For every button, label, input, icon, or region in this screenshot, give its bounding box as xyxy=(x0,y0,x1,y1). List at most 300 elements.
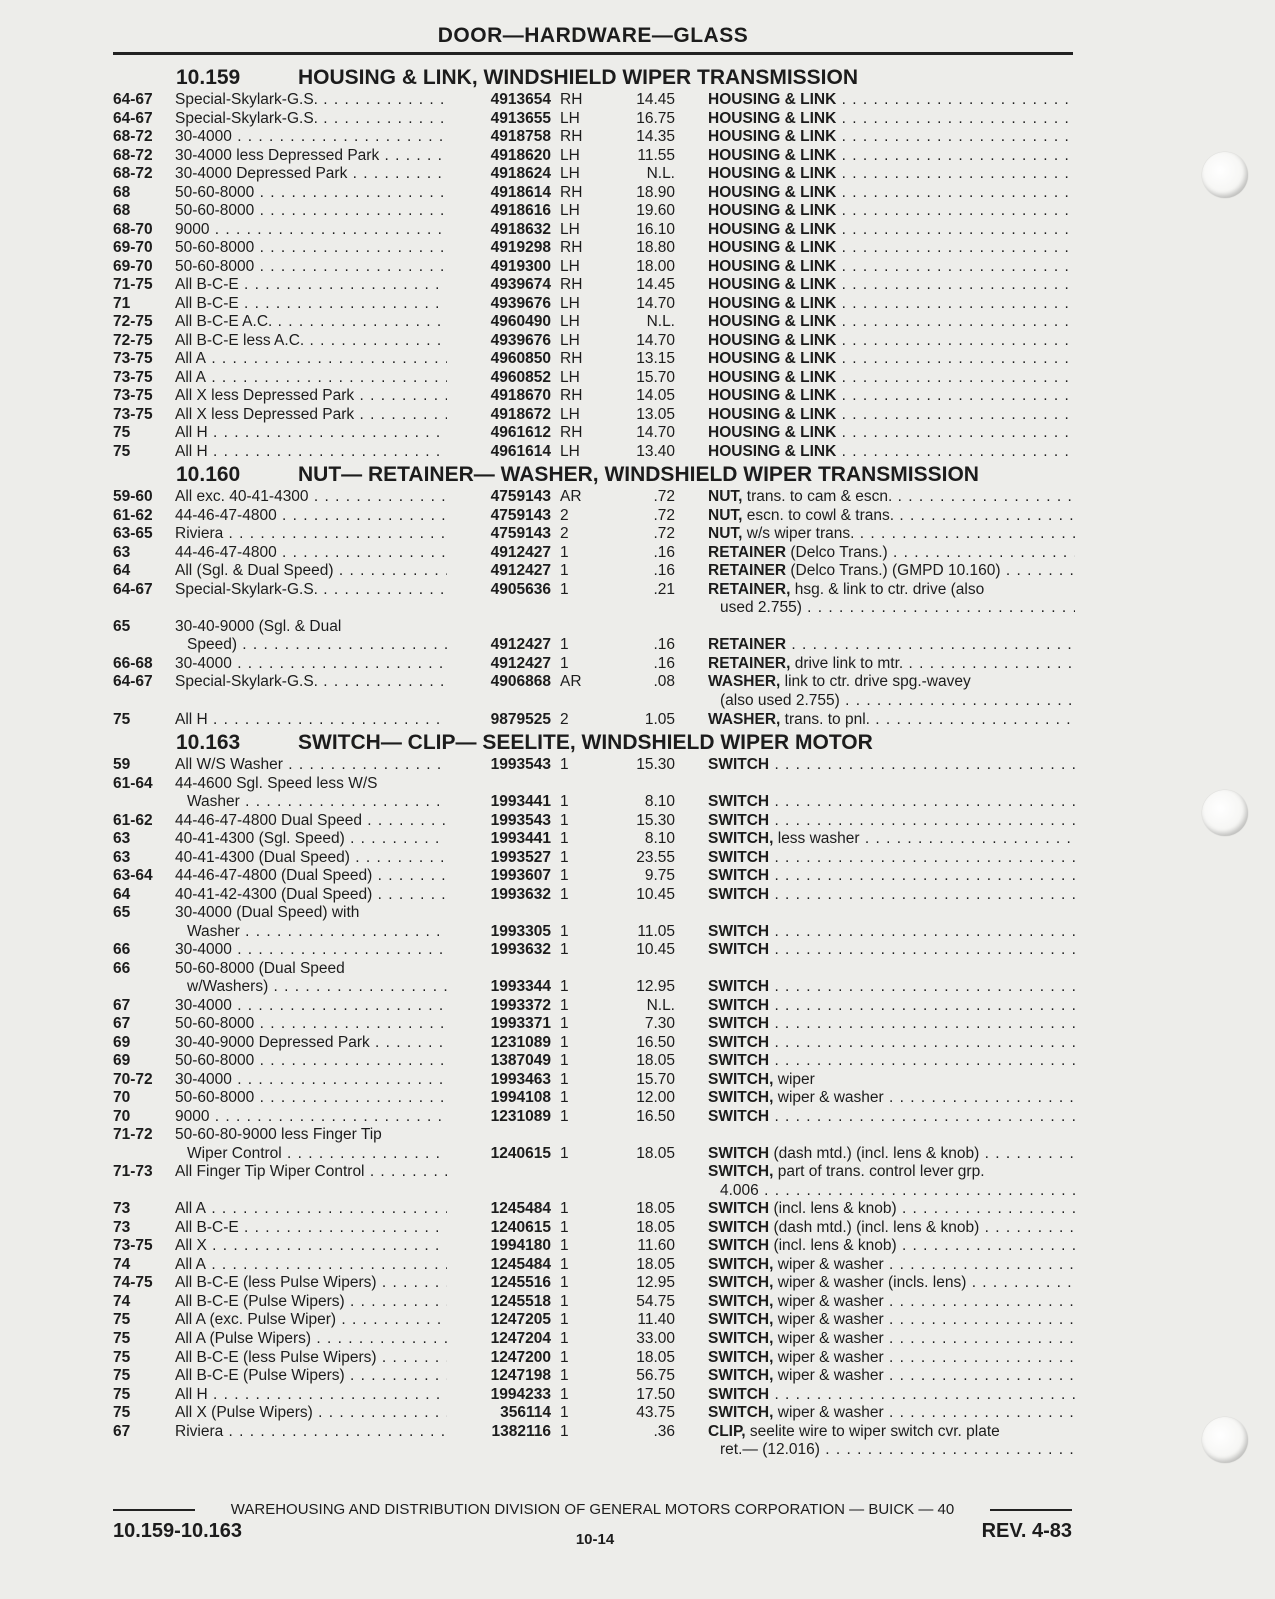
part-number-cell: 4960850 xyxy=(490,350,551,368)
table-row xyxy=(113,1441,1075,1460)
model-cell: All W/S Washer . . . xyxy=(175,756,447,775)
quantity-cell: 1 xyxy=(560,756,569,774)
part-number-cell: 1993543 xyxy=(490,756,551,774)
table-row xyxy=(113,711,1075,730)
table-row xyxy=(113,673,1075,692)
year-cell: 73-75 xyxy=(113,387,153,405)
section-number: 10.160 xyxy=(176,463,241,487)
price-cell: .16 xyxy=(653,543,675,561)
description-lead: SWITCH, xyxy=(708,1292,774,1310)
description-lead: SWITCH xyxy=(708,1144,770,1162)
table-row xyxy=(113,443,1075,462)
table-row xyxy=(113,295,1075,314)
table-row xyxy=(113,332,1075,351)
description-cell xyxy=(708,406,1075,425)
part-number-cell: 1993607 xyxy=(490,867,551,885)
part-number-cell: 1993372 xyxy=(490,996,551,1014)
year-cell: 75 xyxy=(113,710,131,728)
year-cell: 64-67 xyxy=(113,109,153,127)
description-detail: wiper & washer xyxy=(773,1311,884,1329)
model-cell: All B-C-E (less Pulse Wipers) . . . xyxy=(175,1274,447,1293)
description-cell xyxy=(708,997,1075,1016)
part-number-cell: 4912427 xyxy=(490,543,551,561)
quantity-cell: 1 xyxy=(560,885,569,903)
section-number: 10.159 xyxy=(176,66,241,89)
description-lead: HOUSING & LINK xyxy=(708,202,837,220)
quantity-cell: RH xyxy=(560,91,583,108)
model-cell: All B-C-E . . . xyxy=(175,276,447,295)
price-cell: N.L. xyxy=(646,165,675,183)
quantity-cell: 1 xyxy=(560,1033,569,1051)
price-cell: 18.05 xyxy=(636,1052,675,1070)
model-cell: All A (exc. Pulse Wiper) . . . xyxy=(175,1311,447,1330)
quantity-cell: 1 xyxy=(560,1237,569,1255)
description-cell xyxy=(708,599,1075,618)
quantity-cell: 2 xyxy=(560,710,569,728)
year-cell: 63 xyxy=(113,830,131,848)
model-cell: All H . . . xyxy=(175,1386,447,1405)
description-lead: HOUSING & LINK xyxy=(708,257,837,275)
model-cell: 30-4000 Depressed Park . . . xyxy=(175,165,447,184)
description-lead: HOUSING & LINK xyxy=(708,313,837,331)
description-lead: SWITCH xyxy=(708,885,770,903)
table-row xyxy=(113,1349,1075,1368)
description-lead: HOUSING & LINK xyxy=(708,276,837,294)
description-lead: HOUSING & LINK xyxy=(708,331,837,349)
description-lead: RETAINER xyxy=(708,543,787,561)
table-row xyxy=(113,1256,1075,1275)
description-lead: HOUSING & LINK xyxy=(708,405,837,423)
quantity-cell: LH xyxy=(560,202,580,220)
price-cell: 18.05 xyxy=(636,1218,675,1236)
part-number-cell: 1247204 xyxy=(490,1330,551,1347)
quantity-cell: 1 xyxy=(560,1367,569,1385)
description-cell xyxy=(708,295,1075,314)
price-cell: 14.45 xyxy=(636,91,675,108)
model-cell: w/Washers) . . . xyxy=(175,978,447,997)
year-cell: 70-72 xyxy=(113,1070,153,1088)
description-lead: HOUSING & LINK xyxy=(708,350,837,368)
price-cell: 11.40 xyxy=(637,1311,675,1329)
description-cell xyxy=(708,258,1075,277)
description-cell xyxy=(708,849,1075,868)
table-row xyxy=(113,812,1075,831)
price-cell: 13.05 xyxy=(636,405,675,423)
description-detail: wiper & washer xyxy=(773,1404,884,1422)
description-cell xyxy=(708,655,1075,674)
year-cell: 59 xyxy=(113,756,131,774)
table-row xyxy=(113,655,1075,674)
table-row xyxy=(113,1330,1075,1349)
price-cell: 16.75 xyxy=(636,109,675,127)
table-row xyxy=(113,1386,1075,1405)
description-lead: SWITCH, xyxy=(708,1330,774,1347)
part-number-cell: 4918672 xyxy=(490,405,551,423)
part-number-cell: 1247205 xyxy=(490,1311,551,1329)
table-row xyxy=(113,1274,1075,1293)
description-lead: HOUSING & LINK xyxy=(708,220,837,238)
description-detail: hsg. & link to ctr. drive (also xyxy=(790,580,985,598)
price-cell: 14.70 xyxy=(636,294,675,312)
table-row xyxy=(113,636,1075,655)
table-row xyxy=(113,1219,1075,1238)
model-cell: 9000 . . . xyxy=(175,221,447,240)
part-number-cell: 1245516 xyxy=(490,1274,551,1292)
model-cell: Washer . . . xyxy=(175,793,447,812)
description-cell xyxy=(708,1404,1075,1423)
year-cell: 65 xyxy=(113,617,131,635)
model-cell: All B-C-E (Pulse Wipers) . . . xyxy=(175,1293,447,1312)
year-cell: 71-73 xyxy=(113,1163,153,1181)
quantity-cell: RH xyxy=(560,424,583,442)
description-cell xyxy=(708,369,1075,388)
table-row xyxy=(113,1311,1075,1330)
model-cell: 50-60-8000 . . . xyxy=(175,1089,447,1108)
price-cell: 7.30 xyxy=(644,1015,675,1033)
model-cell: All X . . . xyxy=(175,1237,447,1256)
part-number-cell: 1231089 xyxy=(490,1033,551,1051)
price-cell: 18.05 xyxy=(636,1255,675,1273)
price-cell: 14.35 xyxy=(636,128,675,146)
year-cell: 64 xyxy=(113,562,131,580)
part-number-cell: 4939676 xyxy=(490,331,551,349)
description-cell xyxy=(708,1052,1075,1071)
model-cell: Speed) . . . xyxy=(175,636,447,655)
description-cell xyxy=(708,1145,1075,1164)
table-row xyxy=(113,1071,1075,1090)
description-lead: WASHER, xyxy=(708,673,781,691)
description-cell xyxy=(708,562,1075,581)
quantity-cell: LH xyxy=(560,109,580,127)
table-row xyxy=(113,128,1075,147)
description-lead: HOUSING & LINK xyxy=(708,109,837,127)
table-row xyxy=(113,1089,1075,1108)
year-cell: 73-75 xyxy=(113,350,153,368)
quantity-cell: LH xyxy=(560,442,580,460)
description-cell xyxy=(708,1163,1075,1182)
price-cell: 9.75 xyxy=(644,867,675,885)
description-lead: NUT, xyxy=(708,488,743,506)
description-cell xyxy=(708,1219,1075,1238)
table-row xyxy=(113,692,1075,711)
price-cell: .72 xyxy=(653,488,675,506)
table-row xyxy=(113,978,1075,997)
model-cell: All Finger Tip Wiper Control . . . xyxy=(175,1163,447,1182)
description-cell xyxy=(708,1015,1075,1034)
quantity-cell: 1 xyxy=(560,580,569,598)
part-number-cell: 4918620 xyxy=(490,146,551,164)
description-detail: wiper & washer xyxy=(773,1089,884,1107)
description-detail: wiper & washer (incls. lens) xyxy=(773,1274,967,1292)
model-cell: 40-41-42-4300 (Dual Speed) . . . xyxy=(175,886,447,905)
part-number-cell: 1993632 xyxy=(490,885,551,903)
model-cell: All X (Pulse Wipers) . . . xyxy=(175,1404,447,1423)
model-cell: 50-60-8000 . . . xyxy=(175,1052,447,1071)
price-cell: 8.10 xyxy=(644,830,675,848)
footer-division: WAREHOUSING AND DISTRIBUTION DIVISION OF GENERAL MOTORS CORPORATION — BUICK — 40 xyxy=(230,1501,955,1518)
footer-section-range: 10.159-10.163 xyxy=(113,1520,243,1542)
table-row xyxy=(113,488,1075,507)
part-number-cell: 1993371 xyxy=(490,1015,551,1033)
part-number-cell: 1993632 xyxy=(490,941,551,959)
table-row xyxy=(113,960,1075,979)
description-detail: part of trans. control lever grp. xyxy=(773,1163,985,1181)
year-cell: 66 xyxy=(113,941,131,959)
model-cell: All B-C-E (less Pulse Wipers) . . . xyxy=(175,1349,447,1368)
description-cell xyxy=(708,812,1075,831)
quantity-cell: 1 xyxy=(560,1330,569,1347)
part-number-cell: 1993344 xyxy=(490,978,551,996)
part-number-cell: 4759143 xyxy=(490,506,551,524)
quantity-cell: LH xyxy=(560,165,580,183)
table-row xyxy=(113,1163,1075,1182)
table-row xyxy=(113,886,1075,905)
year-cell: 68 xyxy=(113,183,131,201)
price-cell: 14.70 xyxy=(636,331,675,349)
description-detail: escn. to cowl & trans. xyxy=(742,506,895,524)
description-lead: RETAINER xyxy=(708,562,787,580)
model-cell: Special-Skylark-G.S. . . . xyxy=(175,91,447,110)
description-cell xyxy=(708,313,1075,332)
model-cell: 44-4600 Sgl. Speed less W/S xyxy=(175,774,378,792)
table-row xyxy=(113,581,1075,600)
description-lead: SWITCH, xyxy=(708,1070,774,1088)
description-cell xyxy=(708,711,1075,730)
description-cell xyxy=(708,424,1075,443)
model-cell: All A . . . xyxy=(175,350,447,369)
year-cell: 63-64 xyxy=(113,867,153,885)
table-row xyxy=(113,525,1075,544)
description-cell xyxy=(708,1182,1075,1201)
quantity-cell: 1 xyxy=(560,867,569,885)
quantity-cell: 1 xyxy=(560,1255,569,1273)
part-number-cell: 4939676 xyxy=(490,294,551,312)
price-cell: 16.50 xyxy=(636,1107,675,1125)
footer-page-number: 10-14 xyxy=(575,1531,615,1548)
model-cell: 30-4000 . . . xyxy=(175,997,447,1016)
price-cell: 54.75 xyxy=(636,1292,675,1310)
description-cell xyxy=(708,544,1075,563)
table-row xyxy=(113,350,1075,369)
table-row xyxy=(113,1108,1075,1127)
quantity-cell: 1 xyxy=(560,1200,569,1218)
description-lead: HOUSING & LINK xyxy=(708,239,837,257)
description-cell xyxy=(708,941,1075,960)
year-cell: 61-62 xyxy=(113,506,153,524)
description-detail: ret.— (12.016) xyxy=(720,1441,820,1459)
section-heading xyxy=(113,729,1075,756)
quantity-cell: 1 xyxy=(560,636,569,654)
table-row xyxy=(113,544,1075,563)
description-lead: RETAINER, xyxy=(708,580,791,598)
year-cell: 69-70 xyxy=(113,239,153,257)
quantity-cell: 1 xyxy=(560,996,569,1014)
description-lead: SWITCH xyxy=(708,996,770,1014)
part-number-cell: 4913654 xyxy=(490,91,551,108)
year-cell: 70 xyxy=(113,1089,131,1107)
price-cell: 11.55 xyxy=(637,146,675,164)
model-cell: All H . . . xyxy=(175,443,447,462)
part-number-cell: 9879525 xyxy=(490,710,551,728)
price-cell: 12.95 xyxy=(636,1274,675,1292)
description-detail: drive link to mtr. xyxy=(790,654,904,672)
description-lead: SWITCH, xyxy=(708,1348,774,1366)
description-cell xyxy=(708,886,1075,905)
year-cell: 75 xyxy=(113,1385,131,1403)
table-row xyxy=(113,1015,1075,1034)
table-row xyxy=(113,1367,1075,1386)
description-lead: HOUSING & LINK xyxy=(708,128,837,146)
model-cell: 50-60-8000 . . . xyxy=(175,239,447,258)
section-heading xyxy=(113,64,1075,91)
model-cell: 30-4000 . . . xyxy=(175,941,447,960)
description-lead: RETAINER, xyxy=(708,654,791,672)
table-row xyxy=(113,91,1075,110)
table-row xyxy=(113,507,1075,526)
part-number-cell: 1382116 xyxy=(491,1422,551,1440)
table-row xyxy=(113,1237,1075,1256)
model-cell: Special-Skylark-G.S. . . . xyxy=(175,110,447,129)
year-cell: 68-70 xyxy=(113,220,153,238)
quantity-cell: 1 xyxy=(560,1422,569,1440)
quantity-cell: LH xyxy=(560,331,580,349)
table-row xyxy=(113,1145,1075,1164)
table-row xyxy=(113,867,1075,886)
model-cell: 30-4000 . . . xyxy=(175,655,447,674)
model-cell: All A . . . xyxy=(175,1256,447,1275)
part-number-cell: 4961614 xyxy=(490,442,551,460)
description-cell xyxy=(708,276,1075,295)
description-cell xyxy=(708,165,1075,184)
year-cell: 69 xyxy=(113,1033,131,1051)
table-row xyxy=(113,1034,1075,1053)
price-cell: 13.15 xyxy=(636,350,675,368)
description-detail: wiper & washer xyxy=(773,1367,884,1385)
description-lead: SWITCH xyxy=(708,867,770,885)
quantity-cell: 1 xyxy=(560,978,569,996)
quantity-cell: LH xyxy=(560,294,580,312)
description-cell xyxy=(708,350,1075,369)
year-cell: 63-65 xyxy=(113,525,153,543)
description-cell xyxy=(708,332,1075,351)
price-cell: .16 xyxy=(653,562,675,580)
model-cell: All H . . . xyxy=(175,711,447,730)
quantity-cell: 1 xyxy=(560,1274,569,1292)
footer-revision: REV. 4-83 xyxy=(981,1520,1072,1542)
table-row xyxy=(113,406,1075,425)
description-cell xyxy=(708,525,1075,544)
description-cell xyxy=(708,1034,1075,1053)
part-number-cell: 1993441 xyxy=(490,793,551,811)
description-cell xyxy=(708,830,1075,849)
table-row xyxy=(113,997,1075,1016)
description-detail: less washer xyxy=(773,830,860,848)
price-cell: 13.40 xyxy=(636,442,675,460)
table-row xyxy=(113,599,1075,618)
description-lead: HOUSING & LINK xyxy=(708,91,837,108)
price-cell: 10.45 xyxy=(636,885,675,903)
description-lead: HOUSING & LINK xyxy=(708,294,837,312)
year-cell: 71-75 xyxy=(113,276,153,294)
part-number-cell: 4919298 xyxy=(490,239,551,257)
description-cell xyxy=(708,443,1075,462)
price-cell: 23.55 xyxy=(636,848,675,866)
table-row xyxy=(113,313,1075,332)
description-lead: SWITCH xyxy=(708,1237,770,1255)
quantity-cell: LH xyxy=(560,146,580,164)
table-row xyxy=(113,1182,1075,1201)
year-cell: 68-72 xyxy=(113,128,153,146)
part-number-cell: 1993463 xyxy=(490,1070,551,1088)
description-lead: HOUSING & LINK xyxy=(708,368,837,386)
part-number-cell: 1240615 xyxy=(490,1144,551,1162)
quantity-cell: RH xyxy=(560,128,583,146)
price-cell: 18.90 xyxy=(636,183,675,201)
part-number-cell: 4918624 xyxy=(490,165,551,183)
quantity-cell: LH xyxy=(560,313,580,331)
description-lead: SWITCH xyxy=(708,1385,770,1403)
part-number-cell: 1387049 xyxy=(490,1052,551,1070)
description-cell xyxy=(708,1330,1075,1349)
price-cell: 11.60 xyxy=(637,1237,675,1255)
description-cell xyxy=(708,1441,1075,1460)
year-cell: 67 xyxy=(113,1422,131,1440)
description-lead: SWITCH, xyxy=(708,1089,774,1107)
price-cell: 17.50 xyxy=(636,1385,675,1403)
part-number-cell: 4912427 xyxy=(490,562,551,580)
description-cell xyxy=(708,1311,1075,1330)
table-row xyxy=(113,1404,1075,1423)
price-cell: 18.05 xyxy=(636,1144,675,1162)
description-lead: HOUSING & LINK xyxy=(708,165,837,183)
description-lead: RETAINER xyxy=(708,636,787,654)
price-cell: 12.00 xyxy=(636,1089,675,1107)
table-row xyxy=(113,562,1075,581)
description-cell xyxy=(708,147,1075,166)
year-cell: 61-62 xyxy=(113,811,153,829)
part-number-cell: 1994108 xyxy=(490,1089,551,1107)
model-cell: All B-C-E . . . xyxy=(175,295,447,314)
part-number-cell: 1993527 xyxy=(490,848,551,866)
description-lead: HOUSING & LINK xyxy=(708,424,837,442)
model-cell: Special-Skylark-G.S. . . . xyxy=(175,673,447,692)
part-number-cell: 4918632 xyxy=(490,220,551,238)
year-cell: 75 xyxy=(113,1404,131,1422)
description-detail: w/s wiper trans. xyxy=(742,525,855,543)
quantity-cell: 1 xyxy=(560,1070,569,1088)
year-cell: 73-75 xyxy=(113,405,153,423)
year-cell: 68-72 xyxy=(113,165,153,183)
quantity-cell: 1 xyxy=(560,654,569,672)
quantity-cell: 2 xyxy=(560,506,569,524)
footer-rule xyxy=(113,1509,195,1511)
table-row xyxy=(113,904,1075,923)
description-lead: SWITCH xyxy=(708,1107,770,1125)
model-cell: All X less Depressed Park . . . xyxy=(175,387,447,406)
quantity-cell: AR xyxy=(560,673,582,691)
year-cell: 73 xyxy=(113,1200,131,1218)
table-row xyxy=(113,849,1075,868)
part-number-cell: 1994233 xyxy=(490,1385,551,1403)
description-lead: SWITCH xyxy=(708,811,770,829)
year-cell: 75 xyxy=(113,1367,131,1385)
year-cell: 74-75 xyxy=(113,1274,153,1292)
header-rule xyxy=(113,52,1073,55)
quantity-cell: 1 xyxy=(560,793,569,811)
part-number-cell: 1247200 xyxy=(490,1348,551,1366)
year-cell: 64-67 xyxy=(113,580,153,598)
model-cell: All B-C-E A.C. . . . xyxy=(175,313,447,332)
